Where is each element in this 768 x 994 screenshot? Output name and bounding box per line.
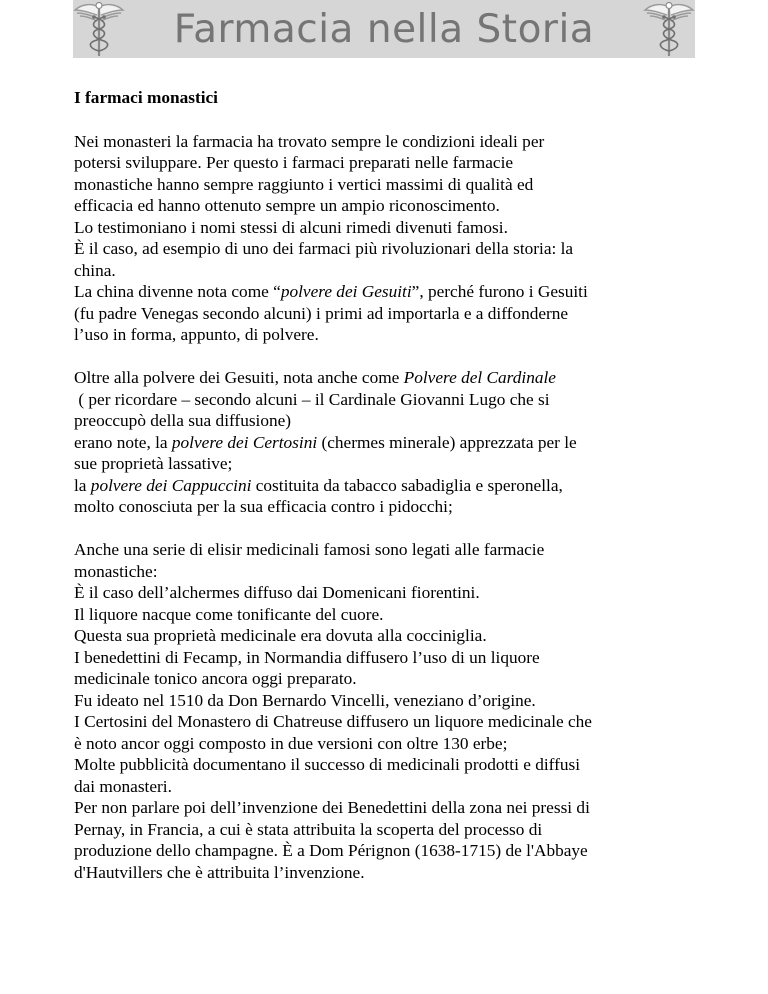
text-span: (chermes minerale) apprezzata per le <box>317 432 577 452</box>
italic-term: polvere dei Gesuiti <box>280 282 412 301</box>
banner-title: Farmacia nella Storia <box>173 7 595 52</box>
text-span: La china divenne nota come “ <box>74 282 281 301</box>
text-line: preoccupò della sua diffusione) <box>74 411 292 430</box>
text-line: I Certosini del Monastero di Chatreuse diffusero un liquore medicinale che <box>74 712 592 731</box>
text-line: molto conosciuta per la sua efficacia contro i pidocchi; <box>74 497 453 516</box>
text-line: ( per ricordare – secondo alcuni – il Cardinale Giovanni Lugo che si <box>74 389 550 409</box>
text-span: costituita da tabacco sabadiglia e speronella, <box>251 475 563 495</box>
text-span: erano note, la <box>74 432 172 452</box>
text-span: la <box>74 475 91 495</box>
italic-term: polvere dei Cappuccini <box>90 475 252 495</box>
text-line: potersi sviluppare. Per questo i farmaci preparati nelle farmacie <box>74 153 514 172</box>
text-line <box>74 281 714 303</box>
text-line: È il caso, ad esempio di uno dei farmaci più rivoluzionari della storia: la <box>74 239 574 258</box>
text-line: medicinale tonico ancora oggi preparato. <box>74 669 357 688</box>
text-line: I benedettini di Fecamp, in Normandia diffusero l’uso di un liquore <box>74 647 540 667</box>
caduceus-icon <box>643 1 695 57</box>
text-line <box>74 432 714 454</box>
text-line: l’uso in forma, appunto, di polvere. <box>74 325 319 344</box>
text-line: È il caso dell’alchermes diffuso dai Domenicani fiorentini. <box>74 583 480 602</box>
text-line: Fu ideato nel 1510 da Don Bernardo Vincelli, veneziano d’origine. <box>74 690 536 710</box>
text-line: sue proprietà lassative; <box>74 454 233 473</box>
page-banner <box>73 0 695 58</box>
text-line: è noto ancor oggi composto in due versioni con oltre 130 erbe; <box>74 733 508 753</box>
text-span: Oltre alla polvere dei Gesuiti, nota anche come <box>74 368 404 387</box>
text-line: monastiche hanno sempre raggiunto i vertici massimi di qualità ed <box>74 174 534 194</box>
section-heading: I farmaci monastici <box>74 88 218 107</box>
text-line <box>74 475 714 497</box>
text-line: Per non parlare poi dell’invenzione dei Benedettini della zona nei pressi di <box>74 798 590 817</box>
text-line: Molte pubblicità documentano il successo di medicinali prodotti e diffusi <box>74 755 581 774</box>
text-line: Questa sua proprietà medicinale era dovuta alla cocciniglia. <box>74 626 487 645</box>
paragraph-gap <box>74 518 714 540</box>
text-line: Anche una serie di elisir medicinali famosi sono legati alle farmacie <box>74 540 545 559</box>
text-line: Il liquore nacque come tonificante del cuore. <box>74 604 384 624</box>
paragraph-gap <box>74 346 714 368</box>
text-line: efficacia ed hanno ottenuto sempre un ampio riconoscimento. <box>74 196 500 215</box>
document-body <box>74 87 714 883</box>
italic-term: Polvere del Cardinale <box>403 368 556 387</box>
italic-term: polvere dei Certosini <box>171 432 318 452</box>
text-line: monastiche: <box>74 561 158 581</box>
text-line: (fu padre Venegas secondo alcuni) i primi ad importarla e a diffonderne <box>74 303 569 323</box>
text-line: dai monasteri. <box>74 776 172 796</box>
text-line: d'Hautvillers che è attribuita l’invenzione. <box>74 862 365 882</box>
text-line: Nei monasteri la farmacia ha trovato sempre le condizioni ideali per <box>74 131 545 151</box>
text-span: ”, perché furono i Gesuiti <box>411 282 588 301</box>
text-line <box>74 367 714 389</box>
text-line: Pernay, in Francia, a cui è stata attribuita la scoperta del processo di <box>74 819 543 839</box>
text-line: produzione dello champagne. È a Dom Pérignon (1638-1715) de l'Abbaye <box>74 841 588 860</box>
text-line: china. <box>74 260 116 280</box>
text-line: Lo testimoniano i nomi stessi di alcuni rimedi divenuti famosi. <box>74 217 508 237</box>
